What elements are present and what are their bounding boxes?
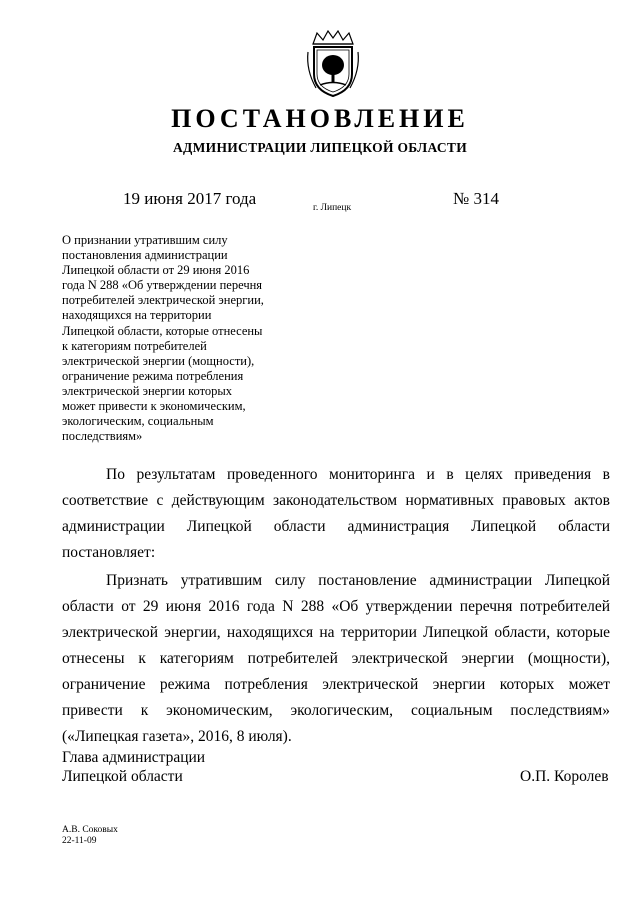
body-paragraph: По результатам проведенного мониторинга и в целях приведения в соответствие с действующим законодательством нормативных правовых актов администрации Липецкой области администрация Липецкой области постановляет: (62, 466, 610, 561)
body-paragraph: Признать утратившим силу постановление администрации Липецкой области от 29 июня 2016 года N 288 «Об утверждении перечня потребителей электрической энергии, находящихся на территории Липецкой области, которые отнесены к категориям потребителей электрической энергии (мощности), ограничение режима потребления электрической энергии которых может привести к экономическим, экологическим, социальным последствиям» («Липецкая газета», 2016, 8 июля). (62, 572, 610, 745)
heading-line: электрической энергии (мощности), (62, 353, 255, 368)
heading-line: Липецкой области от 29 июня 2016 (62, 263, 250, 278)
heading-line: года N 288 «Об утверждении перечня (62, 278, 263, 293)
document-city: г. Липецк (313, 203, 352, 213)
heading-line: к категориям потребителей (62, 338, 207, 353)
signer-title-line: Глава администрации (62, 749, 206, 766)
signer-name: О.П. Королев (520, 768, 609, 785)
document-footer (62, 825, 118, 847)
document-number: № 314 (453, 189, 499, 208)
heading-line: Липецкой области, которые отнесены (62, 323, 263, 338)
heading-line: находящихся на территории (62, 308, 212, 323)
heading-line: электрической энергии которых (62, 383, 233, 398)
heading-line: постановления администрации (62, 248, 228, 263)
document-subtitle: АДМИНИСТРАЦИИ ЛИПЕЦКОЙ ОБЛАСТИ (172, 140, 468, 155)
document-heading (62, 233, 292, 444)
heading-line: ограничение режима потребления (62, 368, 244, 383)
signer-title (62, 748, 205, 786)
document-body (62, 462, 610, 752)
lipetsk-coat-of-arms-icon (304, 30, 362, 98)
executor-name: А.В. Соковых (62, 825, 118, 835)
heading-line: может привести к экономическим, (62, 399, 246, 414)
signer-title-line: Липецкой области (62, 768, 183, 785)
heading-line: потребителей электрической энергии, (62, 293, 264, 308)
heading-line: экологическим, социальным (62, 414, 214, 429)
document-date: 19 июня 2017 года (123, 189, 257, 208)
heading-line: последствиям» (62, 429, 143, 444)
executor-phone: 22-11-09 (62, 836, 97, 846)
document-title: ПОСТАНОВЛЕНИЕ (171, 104, 469, 133)
heading-line: О признании утратившим силу (62, 233, 228, 247)
